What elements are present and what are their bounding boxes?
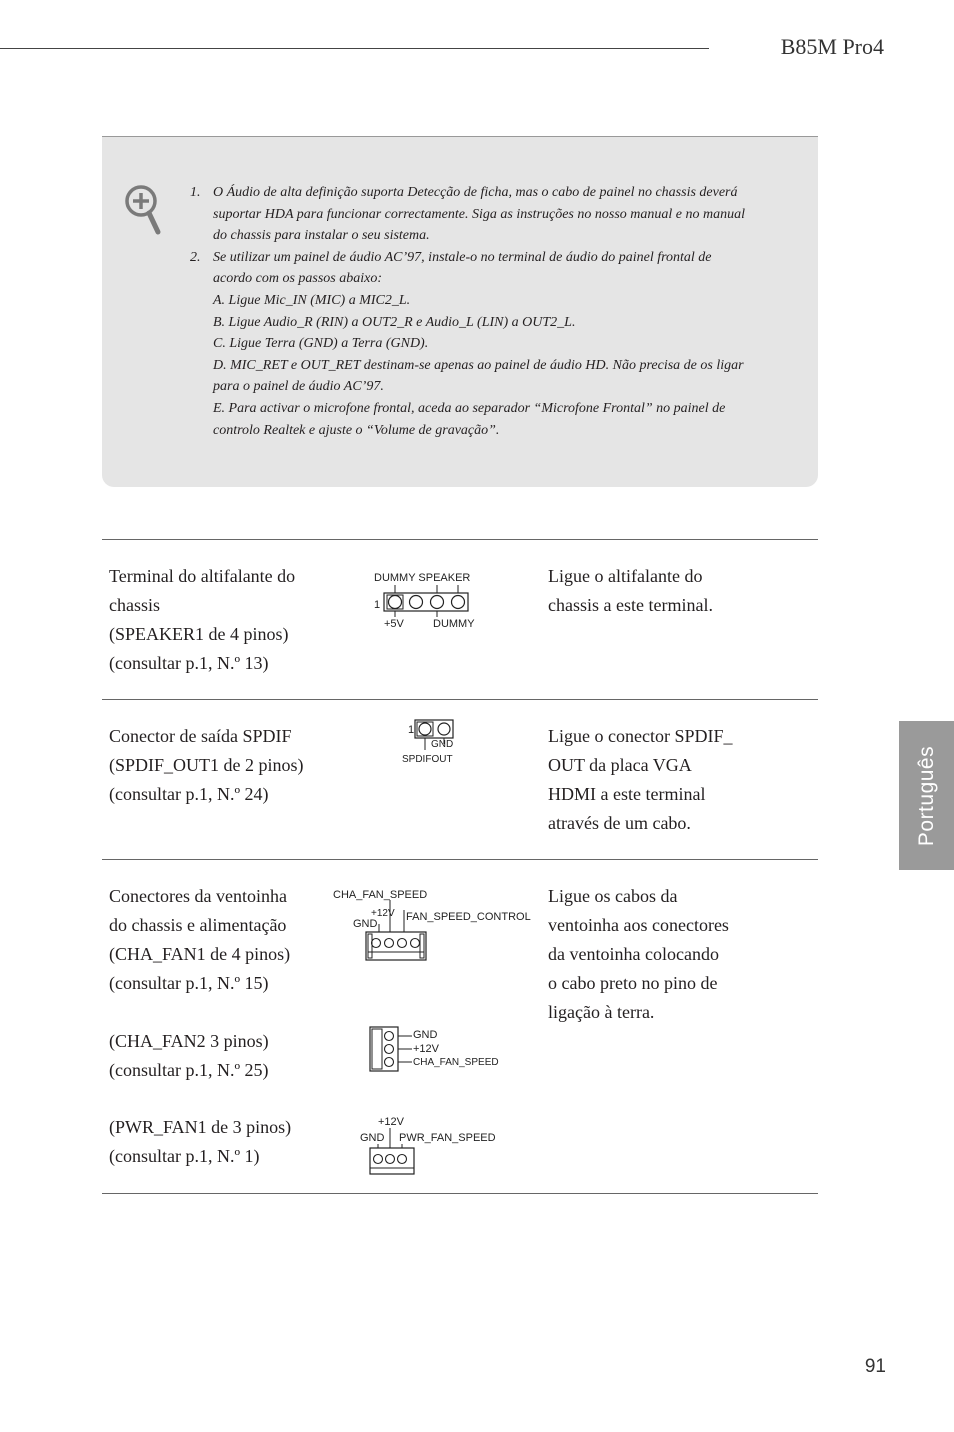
cha-fan1-header-diagram (362, 900, 432, 964)
speaker-pin-label-5v: +5V (384, 618, 404, 630)
cha-fan1-control-label: FAN_SPEED_CONTROL (406, 911, 531, 923)
note-item (190, 182, 750, 247)
magnifier-plus-icon (124, 184, 164, 236)
pwr-fan1-header-diagram (366, 1128, 418, 1178)
text-line: chassis a este terminal. (548, 595, 713, 615)
note-text: O Áudio de alta definição suporta Detecção de ficha, mas o cabo de painel no chassis deverá suportar HDA para funcionar correctamente. Siga as instruções no nosso manual e no manual do chassis para instalar o seu sistema. (213, 185, 745, 244)
header-rule (0, 48, 709, 49)
table-rule (102, 1193, 818, 1194)
text-line: através de um cabo. (548, 813, 691, 833)
speaker-header-diagram (382, 585, 472, 619)
table-rule (102, 699, 818, 700)
spdif-description (548, 722, 732, 838)
note-step: C. Ligue Terra (GND) a Terra (GND). (213, 336, 429, 352)
text-line: (PWR_FAN1 de 3 pinos) (109, 1117, 292, 1137)
table-rule (102, 539, 818, 540)
cha-fan1-speed-label: CHA_FAN_SPEED (333, 889, 428, 901)
pwr-fan1-gnd-label: GND (360, 1132, 385, 1144)
cha-fan2-12v-label: +12V (413, 1043, 439, 1055)
text-line: (consultar p.1, N.º 13) (109, 653, 269, 673)
note-number: 2. (190, 249, 201, 265)
text-line: Terminal do altifalante do (109, 566, 296, 586)
spdif-connector-name (109, 722, 304, 809)
table-rule (102, 859, 818, 860)
cha-fan1-12v-label: +12V (371, 908, 395, 919)
page-number: 91 (864, 1356, 886, 1377)
fan-connector-name (109, 882, 290, 998)
note-step: E. Para activar o microfone frontal, aceda ao separador “Microfone Frontal” no painel de controlo Realtek e ajuste o “Volume de gravação”. (213, 400, 726, 438)
text-line: (consultar p.1, N.º 15) (109, 973, 269, 993)
speaker-description (548, 562, 713, 620)
speaker-pin-label-top: DUMMY SPEAKER (374, 572, 471, 584)
spdif-name-label: SPDIFOUT (402, 754, 453, 765)
text-line: (SPEAKER1 de 4 pinos) (109, 624, 289, 644)
pwr-fan1-speed-label: PWR_FAN_SPEED (399, 1132, 496, 1144)
text-line: chassis (109, 595, 160, 615)
speaker-pin1-label: 1 (374, 599, 381, 611)
text-line: (CHA_FAN1 de 4 pinos) (109, 944, 291, 964)
speaker-pin-label-dummy: DUMMY (433, 618, 475, 630)
spdif-pin1-label: 1 (408, 724, 415, 736)
text-line: ventoinha aos conectores (548, 915, 729, 935)
cha-fan1-gnd-label: GND (353, 918, 378, 930)
text-line: ligação à terra. (548, 1002, 655, 1022)
note-number: 1. (190, 185, 201, 200)
note-text: Se utilizar um painel de áudio AC’97, instale-o no terminal de áudio do painel frontal de acordo com os passos abaixo: (213, 249, 712, 287)
language-tab (899, 721, 954, 870)
note-step: A. Ligue Mic_IN (MIC) a MIC2_L. (213, 292, 411, 308)
text-line: Conectores da ventoinha (109, 886, 287, 906)
cha-fan2-header-diagram (368, 1025, 418, 1073)
text-line: Ligue o altifalante do (548, 566, 703, 586)
pwr-fan1-12v-label: +12V (378, 1116, 404, 1128)
text-line: da ventoinha colocando (548, 944, 719, 964)
text-line: HDMI a este terminal (548, 784, 706, 804)
text-line: (consultar p.1, N.º 1) (109, 1146, 260, 1166)
spdif-gnd-label: GND (431, 739, 454, 750)
model-title: B85M Pro4 (780, 34, 884, 59)
text-line: Ligue o conector SPDIF_ (548, 726, 733, 746)
text-line: (consultar p.1, N.º 25) (109, 1060, 269, 1080)
text-line: o cabo preto no pino de (548, 973, 718, 993)
text-line: do chassis e alimentação (109, 915, 287, 935)
notes-list (190, 182, 750, 441)
cha-fan2-gnd-label: GND (413, 1029, 438, 1041)
text-line: (CHA_FAN2 3 pinos) (109, 1031, 269, 1051)
note-step: B. Ligue Audio_R (RIN) a OUT2_R e Audio_L (LIN) a OUT2_L. (213, 314, 576, 330)
text-line: (SPDIF_OUT1 de 2 pinos) (109, 755, 304, 775)
language-tab-label: Português (914, 745, 938, 846)
text-line: Conector de saída SPDIF (109, 726, 292, 746)
note-step: D. MIC_RET e OUT_RET destinam-se apenas ao painel de áudio HD. Não precisa de os ligar para o painel de áudio AC’97. (213, 357, 744, 395)
note-item (190, 247, 750, 290)
text-line: OUT da placa VGA (548, 755, 692, 775)
text-line: (consultar p.1, N.º 24) (109, 784, 269, 804)
speaker-connector-name (109, 562, 295, 678)
pwr-fan1-name (109, 1113, 291, 1171)
cha-fan2-speed-label: CHA_FAN_SPEED (413, 1057, 499, 1068)
fan-description (548, 882, 729, 1027)
cha-fan2-name (109, 1027, 269, 1085)
text-line: Ligue os cabos da (548, 886, 678, 906)
